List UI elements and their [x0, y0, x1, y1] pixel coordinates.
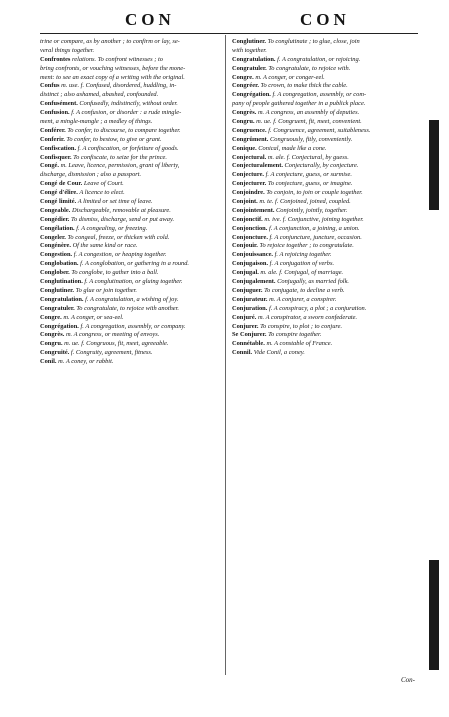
definition-text: relations. To confront witnesses ; to: [72, 55, 163, 63]
headword: Congruence.: [232, 126, 267, 134]
dictionary-entry: [232, 118, 417, 126]
headword: Congratulation.: [40, 295, 84, 303]
dictionary-entry: [40, 349, 225, 357]
definition-text: To crown, to make thick the cable.: [260, 82, 348, 90]
definition-text: distinct ; also ashamed, abashed, confounded.: [40, 91, 159, 99]
headword: Conjugalement.: [232, 278, 276, 286]
definition-text: m. A conjurer, a conspirer.: [269, 295, 337, 303]
definition-text: f. A rejoicing together.: [274, 251, 332, 259]
definition-text: A limited or set time of leave.: [77, 198, 153, 206]
headword: Conjonctif.: [232, 215, 263, 223]
headword: Conjouir.: [232, 242, 258, 250]
headword: Conjugal.: [232, 269, 259, 277]
dictionary-entry: [40, 47, 225, 55]
definition-text: To conspire, to plot ; to conjure.: [260, 322, 343, 330]
headword: Conjurer.: [232, 322, 259, 330]
dictionary-entry: [40, 251, 225, 259]
dictionary-entry: [40, 278, 225, 286]
definition-text: f. A conglutination, or gluing together.: [84, 278, 183, 286]
dictionary-entry: [232, 207, 417, 215]
headword: Congédier.: [40, 215, 70, 223]
headword: Congrégation.: [232, 91, 271, 99]
dictionary-entry: [40, 358, 225, 366]
headword: Conjuration.: [232, 304, 268, 312]
dictionary-entry: [232, 323, 417, 331]
headword: Confus: [40, 82, 60, 90]
definition-text: m. A coney, or rabbit.: [58, 358, 114, 366]
definition-text: To congratulate, to rejoice with.: [268, 64, 351, 72]
dictionary-entry: [40, 109, 225, 117]
headword: Se Conjurer.: [232, 331, 267, 339]
definition-text: To conspire together.: [268, 331, 322, 339]
definition-text: bring confronts, or vouching witnesses, before the mone-: [40, 64, 186, 72]
headword: Congru.: [40, 340, 63, 348]
dictionary-entry: [40, 198, 225, 206]
dictionary-entry: [40, 331, 225, 339]
dictionary-entry: [232, 162, 417, 170]
dictionary-entry: [232, 234, 417, 242]
headword: Conglober.: [40, 269, 70, 277]
headword: Congé d'élire.: [40, 189, 78, 197]
headword: Congé limité.: [40, 198, 77, 206]
headword: Congréer.: [232, 82, 259, 90]
dictionary-entry: [232, 154, 417, 162]
definition-text: To confiscate, to seize for the prince.: [73, 153, 167, 161]
definition-text: f. A conglobation, or gathering in a round.: [80, 260, 190, 268]
headword: Conjuré.: [232, 313, 257, 321]
definition-text: To confer, to bestow, to give or grant.: [66, 135, 162, 143]
dictionary-entry: [232, 331, 417, 339]
headword: Congélation.: [40, 224, 75, 232]
dictionary-entry: [40, 82, 225, 90]
headword: Conjoncture.: [232, 233, 268, 241]
headword: Conferir.: [40, 135, 65, 143]
definition-text: f. A congealing, or freezing.: [76, 224, 148, 232]
dictionary-entry: [40, 171, 225, 179]
definition-text: To rejoice together ; to congratulate.: [259, 242, 354, 250]
definition-text: Of the same kind or race.: [72, 242, 138, 250]
headword: Congeable.: [40, 206, 71, 214]
headword: Congratulation.: [232, 55, 276, 63]
headword: Connil.: [232, 349, 253, 357]
definition-text: f. A congratulation, a wishing of joy.: [85, 295, 179, 303]
dictionary-entry: [40, 269, 225, 277]
dictionary-entry: [232, 109, 417, 117]
definition-text: ment, a mingle-mangle ; a medley of things.: [40, 118, 153, 126]
headword: Conjectural.: [232, 153, 267, 161]
dictionary-entry: [40, 118, 225, 126]
dictionary-entry: [40, 296, 225, 304]
definition-text: To conjugate, to decline a verb.: [264, 286, 345, 294]
headword: Congrès.: [40, 331, 65, 339]
binding-edge-mark: [429, 560, 439, 670]
dictionary-entry: [232, 287, 417, 295]
definition-text: f. A congratulation, or rejoicing.: [277, 55, 361, 63]
headword: Congruité.: [40, 349, 70, 357]
headword: Congrès.: [232, 109, 257, 117]
definition-text: Dischargeable, removable at pleasure.: [71, 206, 171, 214]
dictionary-entry: [232, 56, 417, 64]
dictionary-entry: [232, 349, 417, 357]
dictionary-entry: [40, 38, 225, 46]
dictionary-entry: [40, 65, 225, 73]
headword: Congratuler.: [232, 64, 267, 72]
dictionary-entry: [232, 136, 417, 144]
dictionary-entry: [40, 162, 225, 170]
definition-text: m. A constable of France.: [266, 340, 333, 348]
definition-text: f. Congruence, agreement, suitableness.: [268, 126, 371, 134]
dictionary-entry: [40, 323, 225, 331]
definition-text: To glue or join together.: [75, 286, 138, 294]
definition-text: f. A congregation, assembly, or company.: [80, 322, 186, 330]
dictionary-entry: [232, 47, 417, 55]
dictionary-entry: [232, 127, 417, 135]
dictionary-entry: [40, 340, 225, 348]
dictionary-entry: [232, 242, 417, 250]
dictionary-entry: [40, 314, 225, 322]
dictionary-entry: [40, 145, 225, 153]
dictionary-entry: [40, 260, 225, 268]
dictionary-entry: [40, 189, 225, 197]
left-column: [40, 38, 225, 367]
definition-text: m. ale. f. Conjugal, of marriage.: [260, 269, 344, 277]
right-column: [232, 38, 417, 358]
binding-edge-mark: [429, 120, 439, 210]
headword: Congé de Cour.: [40, 180, 83, 188]
headword: Conjecturer.: [232, 180, 267, 188]
headword: Conglutiner.: [40, 286, 75, 294]
dictionary-entry: [40, 180, 225, 188]
header-rule: [40, 33, 418, 34]
definition-text: Conjugally, as married folk.: [277, 278, 350, 286]
dictionary-entry: [232, 65, 417, 73]
definition-text: m. A conspirator, a sworn confederate.: [257, 313, 358, 321]
definition-text: To conglobe, to gather into a ball.: [71, 269, 159, 277]
headword: Conil.: [40, 358, 57, 366]
headword: Conglutination.: [40, 278, 83, 286]
definition-text: A licence to elect.: [79, 189, 125, 197]
headword: Congrûment.: [232, 135, 269, 143]
definition-text: m. ive. f. Conjunctive, joining together.: [264, 215, 364, 223]
dictionary-entry: [40, 56, 225, 64]
definition-text: Confusedly, indistinctly, without order.: [79, 100, 178, 108]
definition-text: m. te. f. Conjoined, joined, coupled.: [259, 198, 351, 206]
dictionary-entry: [232, 145, 417, 153]
headword: Conglutiner.: [232, 38, 267, 45]
definition-text: To congratulate, to rejoice with another.: [76, 304, 180, 312]
dictionary-entry: [232, 91, 417, 99]
definition-text: f. A conjunction, a joining, a union.: [268, 224, 360, 232]
definition-text: f. A conjugation of verbs.: [269, 260, 335, 268]
definition-text: Leave of Court.: [83, 180, 124, 188]
headword: Connétable.: [232, 340, 265, 348]
dictionary-entry: [40, 287, 225, 295]
headword: Conférer.: [40, 126, 66, 134]
definition-text: f. A conspiracy, a plot ; a conjuration.: [268, 304, 367, 312]
definition-text: Congruously, fitly, conveniently.: [270, 135, 353, 143]
headword: Congestion.: [40, 251, 73, 259]
definition-text: m. ale. f. Conjectural, by guess.: [267, 153, 349, 161]
dictionary-entry: [40, 242, 225, 250]
headword: Conjoint.: [232, 198, 258, 206]
definition-text: To dismiss, discharge, send or put away.: [71, 215, 175, 223]
definition-text: To confer, to discourse, to compare together.: [67, 126, 181, 134]
definition-text: m. ue. f. Congruent, fit, meet, convenient.: [256, 118, 362, 126]
dictionary-entry: [232, 100, 417, 108]
dictionary-entry: [40, 234, 225, 242]
definition-text: Vide Conil, a coney.: [253, 349, 305, 357]
dictionary-entry: [232, 305, 417, 313]
definition-text: f. A congestion, or heaping together.: [73, 251, 167, 259]
dictionary-entry: [232, 180, 417, 188]
definition-text: f. A conjuncture, juncture, occasion.: [269, 233, 362, 241]
dictionary-entry: [232, 269, 417, 277]
definition-text: m. A conger, or conger-eel.: [255, 73, 325, 81]
headword: Congratuler.: [40, 304, 75, 312]
definition-text: m. A congress, an assembly of deputies.: [257, 109, 360, 117]
headword: Confisquer.: [40, 153, 72, 161]
headword: Conjecture.: [232, 171, 265, 179]
headword: Congé.: [40, 162, 59, 170]
dictionary-entry: [40, 136, 225, 144]
definition-text: To conglutinate ; to glue, close, join: [267, 38, 360, 45]
definition-text: pany of people gathered together in a publick place.: [232, 100, 366, 108]
dictionary-entry: [232, 189, 417, 197]
dictionary-entry: [232, 38, 417, 46]
catchword: Con-: [401, 676, 415, 684]
headword: Congre.: [40, 313, 62, 321]
definition-text: ment: to see an exact copy of a writing with the original.: [40, 73, 185, 81]
definition-text: f. A conjecture, guess, or surmise.: [265, 171, 352, 179]
headword: Conjointement.: [232, 206, 275, 214]
definition-text: f. A confusion, or disorder : a rude mingle-: [71, 109, 182, 117]
headword: Conjecturalement.: [232, 162, 283, 170]
definition-text: Conjointly, jointly, together.: [276, 206, 348, 214]
definition-text: with together.: [232, 46, 267, 54]
definition-text: f. A congregation, assembly, or com-: [272, 91, 367, 99]
definition-text: To conjoin, to join or couple together.: [266, 189, 363, 197]
definition-text: m. ue. f. Congruous, fit, meet, agreeable.: [64, 340, 169, 348]
headword: Confiscation.: [40, 144, 77, 152]
definition-text: To congeal, freeze, or thicken with cold.: [67, 233, 170, 241]
headword: Conjonction.: [232, 224, 268, 232]
definition-text: Conical, made like a cone.: [258, 144, 327, 152]
headword: Conique.: [232, 144, 257, 152]
headword: Conjouissance.: [232, 251, 274, 259]
definition-text: veral things together.: [40, 46, 95, 54]
definition-text: discharge, dismission ; also a passport.: [40, 171, 142, 179]
dictionary-entry: [40, 74, 225, 82]
headword: Conjugaison.: [232, 260, 269, 268]
definition-text: m. A congress, or meeting of envoys.: [65, 331, 160, 339]
dictionary-entry: [232, 251, 417, 259]
dictionary-entry: [232, 278, 417, 286]
dictionary-entry: [232, 82, 417, 90]
dictionary-entry: [232, 74, 417, 82]
dictionary-entry: [232, 198, 417, 206]
definition-text: To conjecture, guess, or imagine.: [267, 180, 353, 188]
headword: Conjurateur.: [232, 295, 268, 303]
dictionary-entry: [40, 216, 225, 224]
column-divider: [225, 35, 226, 675]
dictionary-entry: [232, 171, 417, 179]
headword: Confrontes: [40, 55, 71, 63]
dictionary-entry: [232, 216, 417, 224]
definition-text: f. A confiscation, or forfeiture of goods.: [77, 144, 179, 152]
dictionary-entry: [40, 305, 225, 313]
dictionary-entry: [232, 340, 417, 348]
dictionary-entry: [232, 225, 417, 233]
dictionary-entry: [40, 207, 225, 215]
definition-text: trine or compare, as by another ; to confirm or lay, se-: [40, 38, 180, 45]
headword: Congru.: [232, 118, 255, 126]
headword: Congre.: [232, 73, 254, 81]
headword: Confusion.: [40, 109, 70, 117]
running-head-right: CON: [300, 10, 350, 29]
definition-text: m. A conger, or sea-eel.: [63, 313, 124, 321]
dictionary-entry: [40, 225, 225, 233]
dictionary-entry: [232, 296, 417, 304]
definition-text: m. Leave, licence, permission, grant of liberty,: [60, 162, 180, 170]
headword: Confusément.: [40, 100, 78, 108]
dictionary-entry: [40, 100, 225, 108]
dictionary-entry: [40, 91, 225, 99]
dictionary-entry: [232, 260, 417, 268]
headword: Conjoindre.: [232, 189, 265, 197]
dictionary-entry: [232, 314, 417, 322]
running-head-left: CON: [125, 10, 175, 29]
definition-text: f. Congruity, agreement, fitness.: [70, 349, 153, 357]
dictionary-entry: [40, 154, 225, 162]
dictionary-entry: [40, 127, 225, 135]
headword: Conglobation.: [40, 260, 79, 268]
headword: Congénère.: [40, 242, 71, 250]
headword: Congeler.: [40, 233, 66, 241]
definition-text: Conjecturally, by conjecture.: [284, 162, 359, 170]
headword: Congrégation.: [40, 322, 79, 330]
definition-text: m. use. f. Confused, disordered, huddling, in-: [61, 82, 177, 90]
headword: Conjuguer.: [232, 286, 263, 294]
